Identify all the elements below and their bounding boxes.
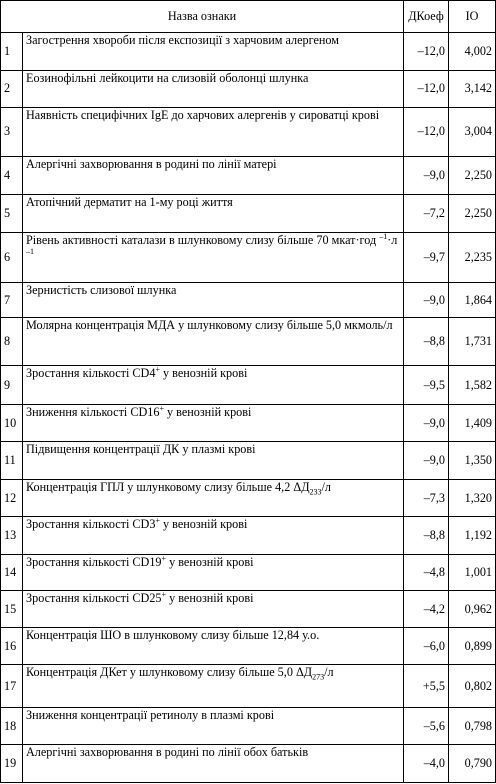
row-io: 0,962: [449, 591, 496, 627]
row-dk: –9,0: [404, 283, 449, 317]
row-dk: –8,8: [404, 317, 449, 366]
table-row: [1, 317, 496, 366]
table-row: [1, 33, 496, 71]
table-row: [1, 442, 496, 480]
row-io: 1,350: [449, 442, 496, 480]
row-number: 10: [1, 404, 23, 442]
row-name-text: Концентрація ДКет у шлунковому слизу більше 5,0 ΔД: [26, 665, 313, 680]
subscript: 273: [312, 672, 325, 682]
row-name: Атопічний дерматит на 1-му році життя: [23, 195, 404, 233]
row-name-text: у венозній крові: [159, 517, 248, 532]
row-io: 4,002: [449, 33, 496, 71]
table-row: [1, 156, 496, 195]
row-name-text: Зростання кількості CD19: [26, 554, 162, 569]
row-io: 2,250: [449, 156, 496, 195]
table-row: [1, 745, 496, 783]
row-io: 1,731: [449, 317, 496, 366]
table-row: [1, 366, 496, 405]
row-name-text: Зростання кількості CD3: [26, 517, 156, 532]
table-row: [1, 591, 496, 627]
superscript: +: [159, 404, 164, 413]
row-number: 3: [1, 108, 23, 157]
row-name: [23, 554, 404, 590]
table-row: [1, 70, 496, 108]
row-io: 3,142: [449, 70, 496, 108]
table-row: [1, 627, 496, 665]
row-name-text: у венозній крові: [166, 591, 254, 606]
row-dk: –9,0: [404, 404, 449, 442]
row-name: [23, 479, 404, 517]
row-number: 11: [1, 442, 23, 480]
row-name-text: /л: [324, 665, 334, 680]
row-io: 2,235: [449, 232, 496, 283]
row-dk: –4,2: [404, 591, 449, 627]
unit-exponent: –1: [379, 232, 388, 241]
header-row: [1, 1, 496, 33]
row-dk: –8,8: [404, 517, 449, 555]
row-name: Алергічні захворювання в родині по лінії матері: [23, 156, 404, 195]
row-number: 6: [1, 232, 23, 283]
row-io: 1,409: [449, 404, 496, 442]
superscript: +: [155, 365, 160, 375]
row-dk: –6,0: [404, 627, 449, 665]
row-name-text: Рівень активності каталази в шлунковому слизу більше 70 мкат·год: [26, 232, 380, 247]
row-number: 16: [1, 627, 23, 665]
row-number: 18: [1, 707, 23, 745]
row-name: Молярна концентрація МДА у шлунковому слизу більше 5,0 мкмоль/л: [23, 317, 404, 366]
table-row: [1, 479, 496, 517]
row-name-text: Концентрація ГПЛ у шлунковому слизу більше 4,2 ΔД: [26, 479, 310, 494]
row-name: [23, 665, 404, 708]
row-io: 1,320: [449, 479, 496, 517]
row-name: [23, 366, 404, 405]
row-io: 1,582: [449, 366, 496, 405]
row-name-text: /л: [321, 479, 331, 494]
header-dk: ДКоеф: [404, 1, 449, 33]
row-number: 15: [1, 591, 23, 627]
row-name-text: у венозній крові: [159, 366, 248, 381]
header-io: ІО: [449, 1, 496, 33]
row-io: 0,798: [449, 707, 496, 745]
row-name: Алергічні захворювання в родині по лінії обох батьків: [23, 745, 404, 783]
row-number: 17: [1, 665, 23, 708]
row-dk: –5,6: [404, 707, 449, 745]
row-name: Зернистість слизової шлунка: [23, 283, 404, 317]
row-name-text: Зростання кількості CD25: [26, 591, 162, 606]
row-name: Зниження концентрації ретинолу в плазмі крові: [23, 707, 404, 745]
row-name-text: у венозній крові: [166, 554, 254, 569]
row-number: 8: [1, 317, 23, 366]
unit-exponent: –1: [26, 246, 34, 256]
row-number: 12: [1, 479, 23, 517]
row-name: Наявність специфічних IgE до харчових алергенів у сироватці крові: [23, 108, 404, 157]
table-row: [1, 404, 496, 442]
row-io: 0,899: [449, 627, 496, 665]
row-name: Підвищення концентрації ДК у плазмі крові: [23, 442, 404, 480]
row-dk: –9,0: [404, 442, 449, 480]
row-dk: –12,0: [404, 70, 449, 108]
row-io: 2,250: [449, 195, 496, 233]
row-name: Концентрація ШО в шлунковому слизу більше 12,84 у.о.: [23, 627, 404, 665]
row-name: Загострення хвороби після експозиції з харчовим алергеном: [23, 33, 404, 71]
row-number: 19: [1, 745, 23, 783]
table-row: [1, 517, 496, 555]
table-row: [1, 283, 496, 317]
row-name-text: Зниження кількості CD16: [26, 404, 160, 419]
row-io: 1,192: [449, 517, 496, 555]
row-io: 3,004: [449, 108, 496, 157]
row-dk: –12,0: [404, 33, 449, 71]
superscript: +: [161, 554, 167, 563]
row-name-text: у венозній крові: [163, 404, 252, 419]
row-number: 1: [1, 33, 23, 71]
row-dk: +5,5: [404, 665, 449, 708]
table-row: [1, 232, 496, 283]
table-row: [1, 108, 496, 157]
row-number: 5: [1, 195, 23, 233]
row-io: 1,864: [449, 283, 496, 317]
table-row: [1, 665, 496, 708]
row-io: 1,001: [449, 554, 496, 590]
row-number: 7: [1, 283, 23, 317]
row-number: 2: [1, 70, 23, 108]
superscript: +: [161, 590, 167, 600]
row-name-text: Зростання кількості CD4: [26, 366, 156, 381]
row-dk: –4,0: [404, 745, 449, 783]
row-io: 0,802: [449, 665, 496, 708]
row-name: [23, 591, 404, 627]
header-name: Назва ознаки: [1, 1, 404, 33]
row-number: 9: [1, 366, 23, 405]
superscript: +: [155, 516, 160, 526]
row-dk: –9,5: [404, 366, 449, 405]
table-row: [1, 195, 496, 233]
row-dk: –9,7: [404, 232, 449, 283]
row-number: 14: [1, 554, 23, 590]
row-number: 13: [1, 517, 23, 555]
row-dk: –7,3: [404, 479, 449, 517]
table-row: [1, 707, 496, 745]
row-name: [23, 517, 404, 555]
row-name-text: ·л: [387, 232, 398, 247]
row-name: [23, 232, 404, 283]
row-dk: –9,0: [404, 156, 449, 195]
subscript: 233: [309, 487, 322, 497]
row-number: 4: [1, 156, 23, 195]
row-name: [23, 404, 404, 442]
row-dk: –4,8: [404, 554, 449, 590]
row-dk: –7,2: [404, 195, 449, 233]
row-io: 0,790: [449, 745, 496, 783]
row-name: Еозинофільні лейкоцити на слизовій оболонці шлунка: [23, 70, 404, 108]
row-dk: –12,0: [404, 108, 449, 157]
table-row: [1, 554, 496, 590]
